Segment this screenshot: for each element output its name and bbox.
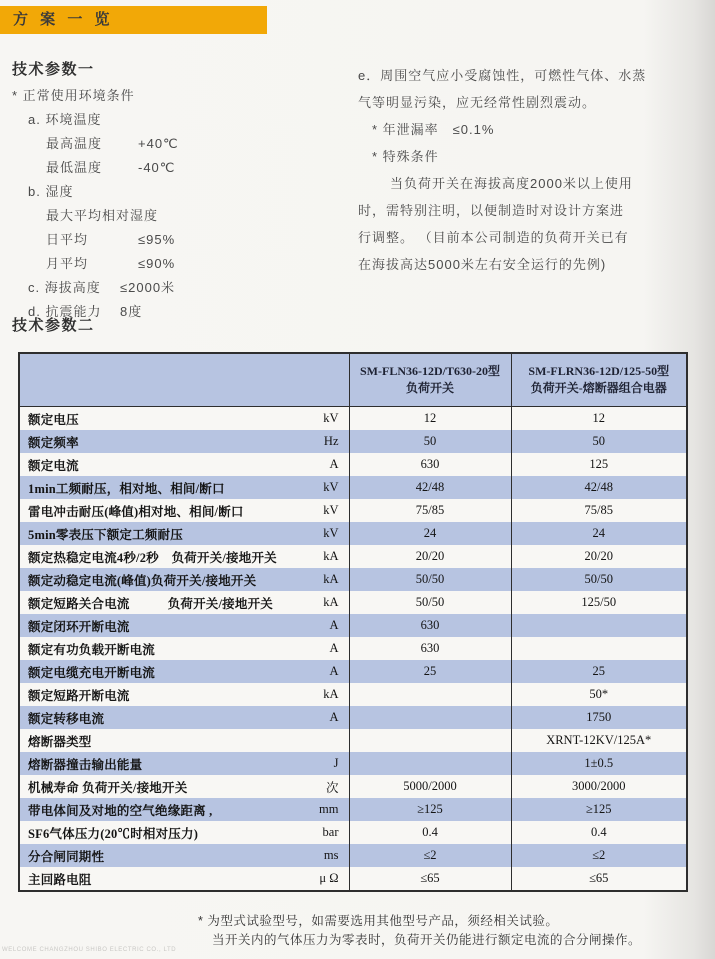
- table-row: [19, 545, 687, 568]
- conditions-paragraph: [358, 62, 712, 278]
- row-parameter-label: 机械寿命 负荷开关/接地开关: [28, 780, 188, 795]
- header-model-2-line1: SM-FLRN36-12D/125-50型: [528, 364, 670, 378]
- row-parameter-label: 1min工频耐压，相对地、相间/断口: [28, 481, 225, 496]
- row-value-model-2: 3000/2000: [511, 775, 687, 798]
- row-unit: A: [329, 618, 339, 632]
- table-row: [19, 706, 687, 729]
- paragraph-line: e．周围空气应小受腐蚀性，可燃性气体、水蒸: [358, 68, 647, 83]
- row-value-model-1: 630: [349, 637, 511, 660]
- row-value-model-2: 50/50: [511, 568, 687, 591]
- paragraph-line: 在海拔高达5000米左右安全运行的先例): [358, 257, 607, 272]
- footnote-2: 当开关内的气体压力为零表时，负荷开关仍能进行额定电流的合分闸操作。: [212, 933, 642, 947]
- row-value-model-2: 125/50: [511, 591, 687, 614]
- spec-line-value: ≤90%: [138, 256, 176, 271]
- row-value-model-2: 20/20: [511, 545, 687, 568]
- spec-line: [12, 276, 352, 300]
- row-value-model-1: 25: [349, 660, 511, 683]
- row-value-model-2: XRNT-12KV/125A*: [511, 729, 687, 752]
- row-value-model-2: ≤2: [511, 844, 687, 867]
- table-row: [19, 729, 687, 752]
- header-model-2: [511, 353, 687, 407]
- row-parameter-label: 分合闸同期性: [28, 849, 105, 864]
- page-watermark: WELCOME CHANGZHOU SHIBO ELECTRIC CO., LTD: [2, 947, 177, 953]
- row-parameter-label: 主回路电阻: [28, 872, 92, 887]
- spec-line: [12, 108, 352, 132]
- spec-line-value: 8度: [120, 304, 143, 319]
- spec-line-value: ≤95%: [138, 232, 176, 247]
- spec-line-label: a. 环境温度: [28, 112, 102, 127]
- row-value-model-2: 1750: [511, 706, 687, 729]
- row-unit: kA: [323, 687, 339, 701]
- row-value-model-1: 50/50: [349, 568, 511, 591]
- row-value-model-2: 75/85: [511, 499, 687, 522]
- row-value-model-1: ≥125: [349, 798, 511, 821]
- table-row: [19, 453, 687, 476]
- row-value-model-1: 12: [349, 407, 511, 431]
- section2-title: 技术参数二: [12, 317, 95, 334]
- row-value-model-2: 125: [511, 453, 687, 476]
- row-unit: mm: [319, 802, 339, 816]
- table-row: [19, 798, 687, 821]
- table-row: [19, 752, 687, 775]
- row-unit: kV: [323, 480, 339, 494]
- row-unit: A: [329, 664, 339, 678]
- row-unit: bar: [322, 825, 339, 839]
- spec-line-value: +40℃: [138, 136, 179, 151]
- row-value-model-1: 24: [349, 522, 511, 545]
- row-value-model-1: [349, 729, 511, 752]
- row-unit: A: [329, 710, 339, 724]
- row-value-model-2: 1±0.5: [511, 752, 687, 775]
- row-unit: kA: [323, 595, 339, 609]
- section-banner: 方 案 一 览: [0, 6, 267, 34]
- row-unit: kV: [323, 526, 339, 540]
- row-unit: kV: [323, 503, 339, 517]
- row-parameter-label: 额定转移电流: [28, 711, 105, 726]
- header-model-1-line1: SM-FLN36-12D/T630-20型: [360, 364, 500, 378]
- row-value-model-2: 50*: [511, 683, 687, 706]
- row-unit: J: [333, 756, 339, 770]
- row-value-model-2: 0.4: [511, 821, 687, 844]
- paragraph-line: 当负荷开关在海拔高度2000米以上使用: [390, 176, 633, 191]
- row-parameter-label: 额定电流: [28, 458, 79, 473]
- row-unit: A: [329, 641, 339, 655]
- paragraph-line: * 特殊条件: [372, 149, 439, 164]
- row-value-model-2: 12: [511, 407, 687, 431]
- spec-line: [12, 204, 352, 228]
- row-parameter-label: 熔断器类型: [28, 734, 92, 749]
- table-header-row: [19, 353, 687, 407]
- spec-line-label: 最低温度: [46, 160, 103, 175]
- row-parameter-label: 额定短路开断电流: [28, 688, 130, 703]
- spec-line: [12, 84, 352, 108]
- header-model-1: [349, 353, 511, 407]
- row-parameter-label: 额定电压: [28, 412, 79, 427]
- table-row: [19, 407, 687, 431]
- row-parameter-label: 额定短路关合电流 负荷开关/接地开关: [28, 596, 273, 611]
- row-value-model-1: 630: [349, 453, 511, 476]
- row-unit: kV: [323, 411, 339, 425]
- header-blank-cell: [19, 353, 349, 407]
- technical-parameters-table: [18, 352, 688, 892]
- footnote-1: * 为型式试验型号，如需要选用其他型号产品，须经相关试验。: [198, 914, 559, 928]
- row-value-model-1: [349, 683, 511, 706]
- table-row: [19, 683, 687, 706]
- row-parameter-label: 额定有功负载开断电流: [28, 642, 156, 657]
- section1-title: 技术参数一: [12, 61, 95, 78]
- row-unit: A: [329, 457, 339, 471]
- row-value-model-1: ≤2: [349, 844, 511, 867]
- paragraph-line: 气等明显污染，应无经常性剧烈震动。: [358, 95, 597, 110]
- row-unit: kA: [323, 572, 339, 586]
- row-parameter-label: 额定热稳定电流4秒/2秒 负荷开关/接地开关: [28, 550, 277, 565]
- row-value-model-2: [511, 637, 687, 660]
- row-unit: kA: [323, 549, 339, 563]
- row-value-model-2: ≤65: [511, 867, 687, 891]
- row-parameter-label: 额定频率: [28, 435, 79, 450]
- row-parameter-label: 5min零表压下额定工频耐压: [28, 527, 183, 542]
- row-value-model-1: 5000/2000: [349, 775, 511, 798]
- spec-line: [12, 228, 352, 252]
- spec-line-label: * 正常使用环境条件: [12, 88, 135, 103]
- row-value-model-2: ≥125: [511, 798, 687, 821]
- spec-line-value: ≤2000米: [120, 280, 176, 295]
- row-parameter-label: 额定闭环开断电流: [28, 619, 130, 634]
- row-value-model-1: 50: [349, 430, 511, 453]
- row-value-model-1: [349, 706, 511, 729]
- row-parameter-label: 雷电冲击耐压(峰值)相对地、相间/断口: [28, 504, 244, 519]
- paragraph-line: * 年泄漏率 ≤0.1%: [372, 122, 495, 137]
- table-row: [19, 844, 687, 867]
- spec-line: [12, 132, 352, 156]
- row-value-model-1: ≤65: [349, 867, 511, 891]
- environment-conditions-list: [12, 84, 352, 324]
- row-unit: Hz: [323, 434, 339, 448]
- row-value-model-2: 42/48: [511, 476, 687, 499]
- table-row: [19, 867, 687, 891]
- row-value-model-1: 0.4: [349, 821, 511, 844]
- table-row: [19, 476, 687, 499]
- table-row: [19, 614, 687, 637]
- row-unit: ms: [323, 848, 339, 862]
- row-parameter-label: SF6气体压力(20℃时相对压力): [28, 826, 199, 841]
- spec-line-value: -40℃: [138, 160, 176, 175]
- paragraph-line: 时，需特别注明，以便制造时对设计方案进: [358, 203, 625, 218]
- row-value-model-1: 630: [349, 614, 511, 637]
- row-value-model-1: 20/20: [349, 545, 511, 568]
- row-value-model-1: 50/50: [349, 591, 511, 614]
- spec-line-label: b. 湿度: [28, 184, 74, 199]
- table-row: [19, 821, 687, 844]
- table-row: [19, 430, 687, 453]
- row-parameter-label: 额定电缆充电开断电流: [28, 665, 156, 680]
- paragraph-line: 行调整。 （目前本公司制造的负荷开关已有: [358, 230, 629, 245]
- spec-line-label: c. 海拔高度: [28, 280, 101, 295]
- row-value-model-2: 24: [511, 522, 687, 545]
- row-parameter-label: 熔断器撞击输出能量: [28, 757, 143, 772]
- spec-line-label: 月平均: [46, 256, 89, 271]
- spec-line: [12, 252, 352, 276]
- row-parameter-label: 带电体间及对地的空气绝缘距离 ,: [28, 803, 213, 818]
- table-row: [19, 637, 687, 660]
- header-model-1-line2: 负荷开关: [405, 381, 454, 395]
- spec-line-label: 最高温度: [46, 136, 103, 151]
- table-row: [19, 568, 687, 591]
- table-row: [19, 499, 687, 522]
- table-row: [19, 775, 687, 798]
- table-row: [19, 591, 687, 614]
- footnotes: [198, 912, 715, 950]
- row-value-model-2: 25: [511, 660, 687, 683]
- table-row: [19, 522, 687, 545]
- row-parameter-label: 额定动稳定电流(峰值)负荷开关/接地开关: [28, 573, 257, 588]
- row-value-model-2: 50: [511, 430, 687, 453]
- row-unit: 次: [325, 780, 339, 795]
- row-value-model-1: 75/85: [349, 499, 511, 522]
- row-unit: μ Ω: [319, 871, 339, 885]
- row-value-model-1: 42/48: [349, 476, 511, 499]
- spec-line-label: d. 抗震能力: [28, 304, 102, 319]
- row-value-model-2: [511, 614, 687, 637]
- spec-line-label: 最大平均相对湿度: [46, 208, 159, 223]
- spec-line-label: 日平均: [46, 232, 89, 247]
- spec-line: [12, 180, 352, 204]
- row-value-model-1: [349, 752, 511, 775]
- header-model-2-line2: 负荷开关-熔断器组合电器: [530, 381, 667, 395]
- table-row: [19, 660, 687, 683]
- spec-line: [12, 156, 352, 180]
